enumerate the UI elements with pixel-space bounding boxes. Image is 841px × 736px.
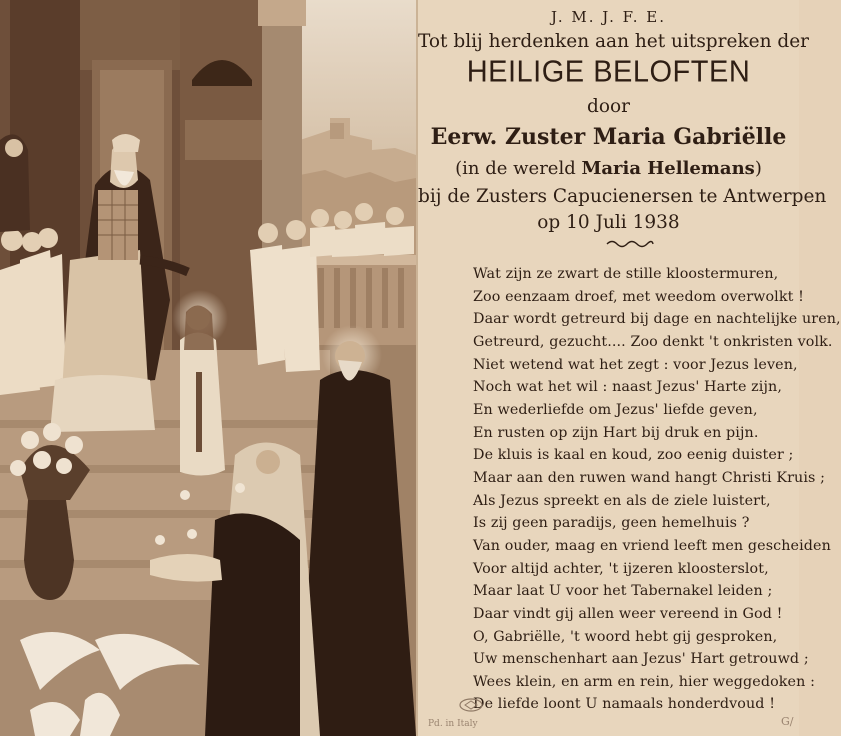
poem-line: Daar vindt gij allen weer vereend in God ! xyxy=(473,605,783,622)
card-code: G/ xyxy=(781,715,794,728)
poem-line: Niet wetend wat het zegt : voor Jezus leven, xyxy=(473,356,798,373)
poem-line: De liefde loont U namaals honderdvoud ! xyxy=(473,696,776,713)
world-suffix: ) xyxy=(754,158,762,179)
poem-line: Noch wat het wil : naast Jezus' Harte zijn, xyxy=(473,379,782,396)
poem-line: O, Gabriëlle, 't woord hebt gij gesproken, xyxy=(473,628,778,645)
monogram: J. M. J. F. E. xyxy=(551,8,666,26)
publisher-logo-icon xyxy=(458,697,484,713)
vow-date: op 10 Juli 1938 xyxy=(537,212,680,233)
secular-name-line xyxy=(418,158,799,179)
poem xyxy=(473,263,841,716)
page-title: HEILIGE BELOFTEN xyxy=(466,55,751,89)
world-prefix: (in de wereld xyxy=(455,158,582,179)
sister-name: Eerw. Zuster Maria Gabriëlle xyxy=(430,124,787,150)
poem-line: Daar wordt getreurd bij dage en nachtelijke uren, xyxy=(473,311,841,328)
poem-line: Zoo eenzaam droef, met weedom overwolkt ! xyxy=(473,288,804,305)
print-imprint: Pd. in Italy xyxy=(428,719,478,729)
wave-ornament xyxy=(606,239,654,249)
poem-line: En wederliefde om Jezus' liefde geven, xyxy=(473,401,758,418)
poem-line: Wat zijn ze zwart de stille kloostermuren, xyxy=(473,266,779,282)
poem-line: Als Jezus spreekt en als de ziele luistert, xyxy=(473,492,771,509)
memorial-text-panel xyxy=(418,0,841,736)
by-line: door xyxy=(587,96,630,117)
intro-line: Tot blij herdenken aan het uitspreken der xyxy=(418,31,810,52)
poem-line: Maar aan den ruwen wand hangt Christi Kruis ; xyxy=(473,469,826,486)
secular-name: Maria Hellemans xyxy=(581,158,755,179)
poem-line: Voor altijd achter, 't ijzeren kloosterslot, xyxy=(473,560,769,577)
presentation-of-mary-image xyxy=(0,0,416,736)
poem-line: Maar laat U voor het Tabernakel leiden ; xyxy=(473,583,773,600)
congregation-line: bij de Zusters Capucienersen te Antwerpen xyxy=(418,186,827,207)
poem-line: Van ouder, maag en vriend leeft men gescheiden xyxy=(473,537,831,554)
poem-line: En rusten op zijn Hart bij druk en pijn. xyxy=(473,424,759,441)
devotional-illustration xyxy=(0,0,416,736)
poem-line: Wees klein, en arm en rein, hier weggedoken : xyxy=(473,673,815,690)
poem-line: Uw menschenhart aan Jezus' Hart getrouwd ; xyxy=(473,651,809,668)
poem-line: De kluis is kaal en koud, zoo eenig duister ; xyxy=(473,447,794,464)
poem-line: Is zij geen paradijs, geen hemelhuis ? xyxy=(473,515,750,532)
poem-line: Getreurd, gezucht.... Zoo denkt 't onkristen volk. xyxy=(473,333,833,350)
